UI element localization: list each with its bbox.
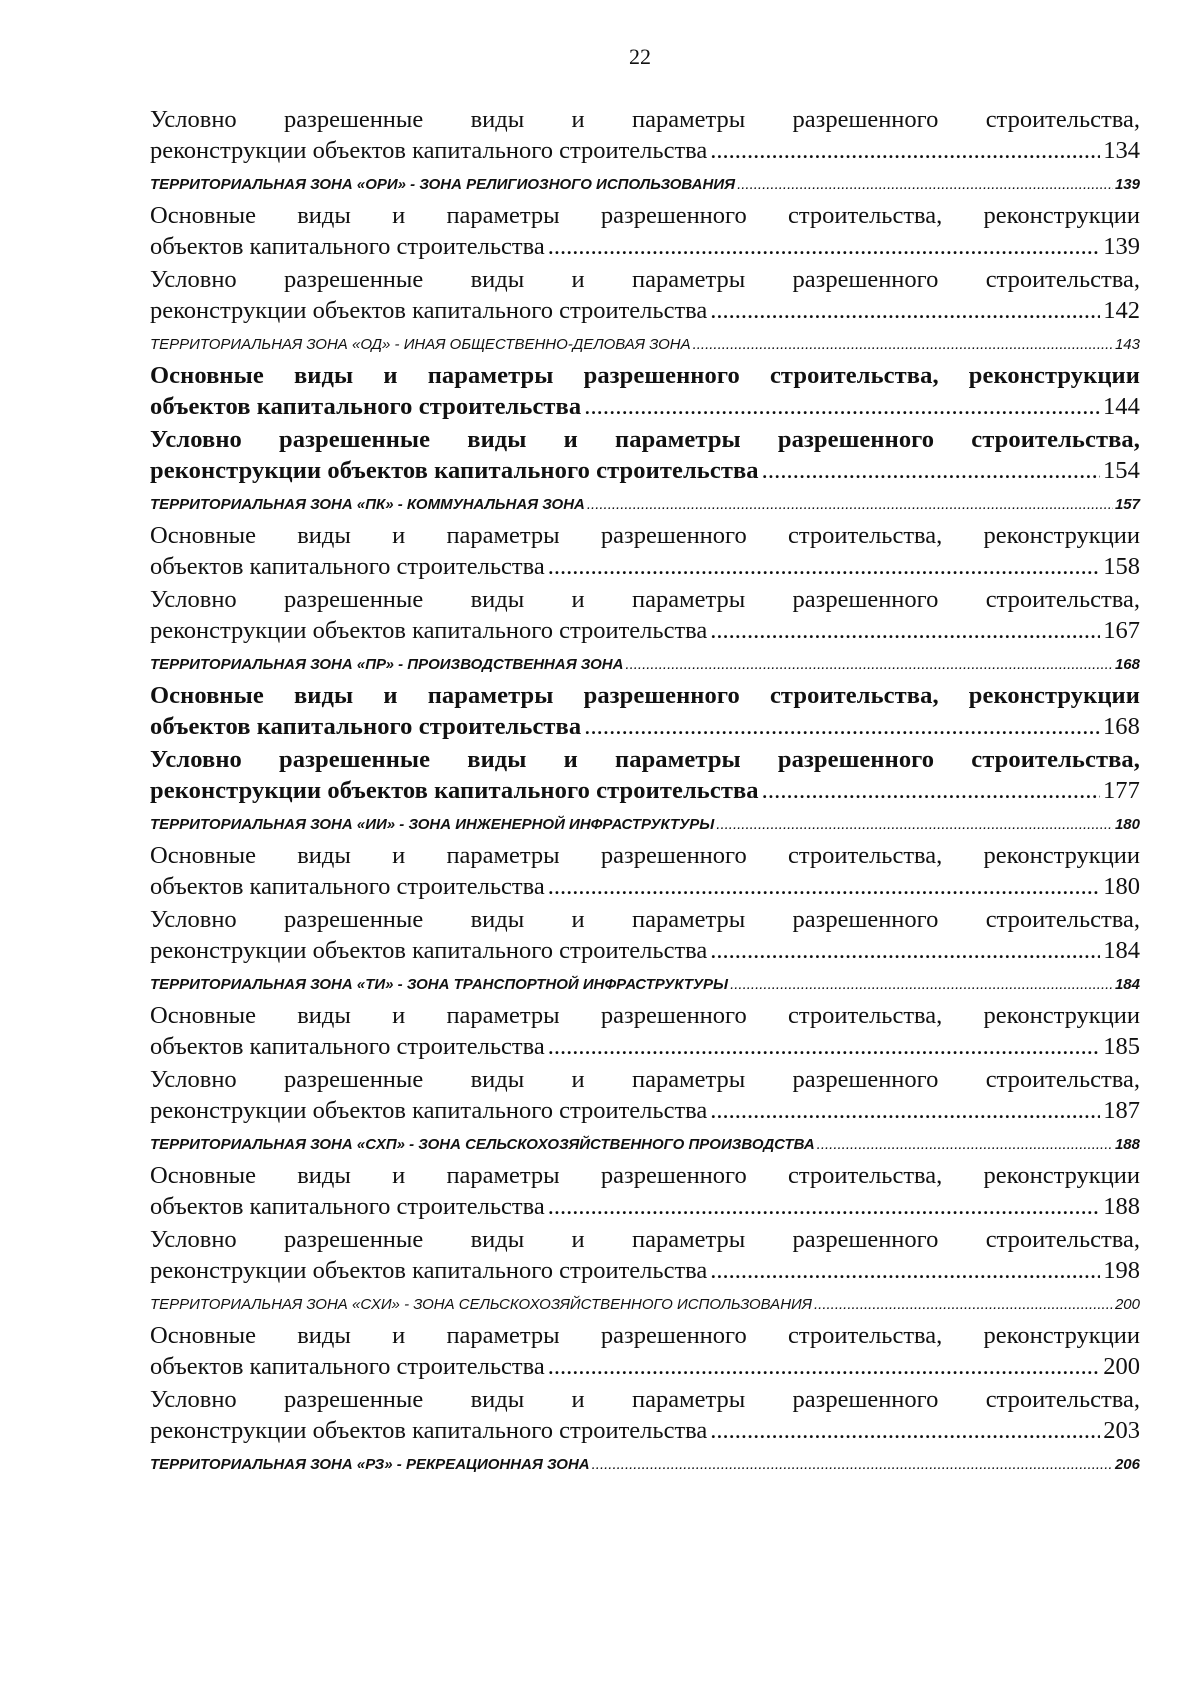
toc-entry-line2: реконструкции объектов капитального строительства [150, 1257, 708, 1284]
leader-dots [693, 335, 1113, 355]
toc-entry-line2: объектов капитального строительства [150, 713, 582, 740]
toc-entry[interactable] [150, 1064, 1140, 1126]
toc-zone-heading[interactable] [150, 815, 1140, 835]
leader-dots [762, 455, 1100, 486]
leader-dots [716, 815, 1113, 835]
leader-dots [587, 495, 1113, 515]
toc-entry[interactable] [150, 680, 1140, 742]
leader-dots [625, 655, 1113, 675]
zone-title: ТЕРРИТОРИАЛЬНАЯ ЗОНА «ОРИ» - ЗОНА РЕЛИГИОЗНОГО ИСПОЛЬЗОВАНИЯ [150, 176, 736, 193]
toc-entry-line1: Основные виды и параметры разрешенного строительства, реконструкции [150, 1002, 1140, 1029]
toc-entry-line2: реконструкции объектов капитального строительства [150, 617, 708, 644]
leader-dots [548, 1031, 1101, 1062]
toc-zone-heading[interactable] [150, 975, 1140, 995]
toc-entry[interactable] [150, 840, 1140, 902]
toc-entry-line2: объектов капитального строительства [150, 553, 545, 580]
toc-page-number: 188 [1103, 1193, 1140, 1220]
leader-dots [730, 975, 1113, 995]
toc-entry[interactable] [150, 1224, 1140, 1286]
toc-zone-heading[interactable] [150, 335, 1140, 355]
toc-entry-line2: реконструкции объектов капитального строительства [150, 777, 759, 804]
leader-dots [710, 615, 1100, 646]
toc-entry[interactable] [150, 744, 1140, 806]
toc-page-number: 198 [1103, 1257, 1140, 1284]
toc-page-number: 157 [1114, 496, 1140, 513]
toc-entry[interactable] [150, 520, 1140, 582]
leader-dots [548, 1191, 1101, 1222]
toc-zone-heading[interactable] [150, 175, 1140, 195]
leader-dots [584, 711, 1100, 742]
toc-page-number: 154 [1102, 457, 1140, 484]
toc-entry-line2: реконструкции объектов капитального строительства [150, 457, 759, 484]
toc-zone-heading[interactable] [150, 1295, 1140, 1315]
toc-page-number: 187 [1103, 1097, 1140, 1124]
toc-page-number: 180 [1114, 816, 1140, 833]
zone-title: ТЕРРИТОРИАЛЬНАЯ ЗОНА «ПК» - КОММУНАЛЬНАЯ ЗОНА [150, 496, 585, 513]
toc-entry-line2: объектов капитального строительства [150, 393, 582, 420]
toc-zone-heading[interactable] [150, 655, 1140, 675]
leader-dots [592, 1455, 1113, 1475]
leader-dots [737, 175, 1113, 195]
toc-entry[interactable] [150, 1384, 1140, 1446]
toc-entry[interactable] [150, 1000, 1140, 1062]
toc-entry-line1: Основные виды и параметры разрешенного строительства, реконструкции [150, 842, 1140, 869]
toc-entry-line1: Условно разрешенные виды и параметры разрешенного строительства, [150, 906, 1140, 933]
zone-title: ТЕРРИТОРИАЛЬНАЯ ЗОНА «ОД» - ИНАЯ ОБЩЕСТВЕННО-ДЕЛОВАЯ ЗОНА [150, 336, 691, 353]
toc-page-number: 158 [1103, 553, 1140, 580]
toc-entry[interactable] [150, 904, 1140, 966]
toc-entry-line2: реконструкции объектов капитального строительства [150, 937, 708, 964]
leader-dots [817, 1135, 1113, 1155]
leader-dots [548, 551, 1101, 582]
toc-zone-heading[interactable] [150, 495, 1140, 515]
leader-dots [814, 1295, 1113, 1315]
zone-title: ТЕРРИТОРИАЛЬНАЯ ЗОНА «ИИ» - ЗОНА ИНЖЕНЕРНОЙ ИНФРАСТРУКТУРЫ [150, 816, 715, 833]
toc-page-number: 142 [1103, 297, 1140, 324]
zone-title: ТЕРРИТОРИАЛЬНАЯ ЗОНА «СХИ» - ЗОНА СЕЛЬСКОХОЗЯЙСТВЕННОГО ИСПОЛЬЗОВАНИЯ [150, 1296, 812, 1313]
toc-entry-line1: Условно разрешенные виды и параметры разрешенного строительства, [150, 106, 1140, 133]
toc-entry[interactable] [150, 1320, 1140, 1382]
toc-entry-line2: реконструкции объектов капитального строительства [150, 1417, 708, 1444]
toc-entry-line1: Условно разрешенные виды и параметры разрешенного строительства, [150, 586, 1140, 613]
leader-dots [584, 391, 1100, 422]
toc-page-number: 184 [1114, 976, 1140, 993]
toc-page-number: 180 [1103, 873, 1140, 900]
leader-dots [548, 231, 1101, 262]
zone-title: ТЕРРИТОРИАЛЬНАЯ ЗОНА «РЗ» - РЕКРЕАЦИОННАЯ ЗОНА [150, 1456, 590, 1473]
toc-entry[interactable] [150, 104, 1140, 166]
leader-dots [710, 135, 1100, 166]
toc-entry-line1: Условно разрешенные виды и параметры разрешенного строительства, [150, 746, 1140, 773]
toc-entry-line1: Основные виды и параметры разрешенного строительства, реконструкции [150, 362, 1140, 389]
toc-entry-line2: реконструкции объектов капитального строительства [150, 1097, 708, 1124]
toc-page-number: 134 [1103, 137, 1140, 164]
leader-dots [710, 935, 1100, 966]
toc-page-number: 139 [1114, 176, 1140, 193]
toc-page-number: 177 [1102, 777, 1140, 804]
toc-entry-line1: Условно разрешенные виды и параметры разрешенного строительства, [150, 1066, 1140, 1093]
leader-dots [710, 1095, 1100, 1126]
leader-dots [548, 871, 1101, 902]
leader-dots [710, 295, 1100, 326]
toc-entry[interactable] [150, 200, 1140, 262]
toc-entry[interactable] [150, 360, 1140, 422]
page-number: 22 [629, 44, 651, 69]
leader-dots [710, 1415, 1100, 1446]
toc-entry-line2: объектов капитального строительства [150, 1193, 545, 1220]
toc-entry-line1: Условно разрешенные виды и параметры разрешенного строительства, [150, 426, 1140, 453]
toc-entry-line2: реконструкции объектов капитального строительства [150, 137, 708, 164]
toc-zone-heading[interactable] [150, 1455, 1140, 1475]
toc-entry-line2: объектов капитального строительства [150, 873, 545, 900]
toc-page-number: 185 [1103, 1033, 1140, 1060]
toc-entry-line2: объектов капитального строительства [150, 233, 545, 260]
zone-title: ТЕРРИТОРИАЛЬНАЯ ЗОНА «ТИ» - ЗОНА ТРАНСПОРТНОЙ ИНФРАСТРУКТУРЫ [150, 976, 729, 993]
toc-entry-line1: Условно разрешенные виды и параметры разрешенного строительства, [150, 1386, 1140, 1413]
table-of-contents [150, 104, 1140, 1480]
toc-entry[interactable] [150, 264, 1140, 326]
toc-page-number: 167 [1103, 617, 1140, 644]
toc-page-number: 200 [1103, 1353, 1140, 1380]
toc-page-number: 188 [1114, 1136, 1140, 1153]
toc-entry[interactable] [150, 584, 1140, 646]
toc-entry[interactable] [150, 424, 1140, 486]
toc-entry-line1: Основные виды и параметры разрешенного строительства, реконструкции [150, 1322, 1140, 1349]
zone-title: ТЕРРИТОРИАЛЬНАЯ ЗОНА «СХП» - ЗОНА СЕЛЬСКОХОЗЯЙСТВЕННОГО ПРОИЗВОДСТВА [150, 1136, 815, 1153]
toc-page-number: 168 [1114, 656, 1140, 673]
toc-entry-line1: Основные виды и параметры разрешенного строительства, реконструкции [150, 682, 1140, 709]
toc-entry-line1: Основные виды и параметры разрешенного строительства, реконструкции [150, 522, 1140, 549]
leader-dots [762, 775, 1100, 806]
toc-entry-line1: Основные виды и параметры разрешенного строительства, реконструкции [150, 202, 1140, 229]
toc-entry-line2: объектов капитального строительства [150, 1353, 545, 1380]
toc-entry-line2: реконструкции объектов капитального строительства [150, 297, 708, 324]
toc-entry[interactable] [150, 1160, 1140, 1222]
toc-entry-line1: Основные виды и параметры разрешенного строительства, реконструкции [150, 1162, 1140, 1189]
toc-page-number: 168 [1102, 713, 1140, 740]
leader-dots [710, 1255, 1100, 1286]
toc-page-number: 206 [1114, 1456, 1140, 1473]
toc-page-number: 143 [1114, 336, 1140, 353]
toc-page-number: 203 [1103, 1417, 1140, 1444]
toc-page-number: 200 [1114, 1296, 1140, 1313]
toc-page-number: 139 [1103, 233, 1140, 260]
leader-dots [548, 1351, 1101, 1382]
toc-entry-line2: объектов капитального строительства [150, 1033, 545, 1060]
toc-entry-line1: Условно разрешенные виды и параметры разрешенного строительства, [150, 1226, 1140, 1253]
toc-zone-heading[interactable] [150, 1135, 1140, 1155]
toc-page-number: 144 [1102, 393, 1140, 420]
zone-title: ТЕРРИТОРИАЛЬНАЯ ЗОНА «ПР» - ПРОИЗВОДСТВЕННАЯ ЗОНА [150, 656, 624, 673]
toc-page-number: 184 [1103, 937, 1140, 964]
toc-entry-line1: Условно разрешенные виды и параметры разрешенного строительства, [150, 266, 1140, 293]
